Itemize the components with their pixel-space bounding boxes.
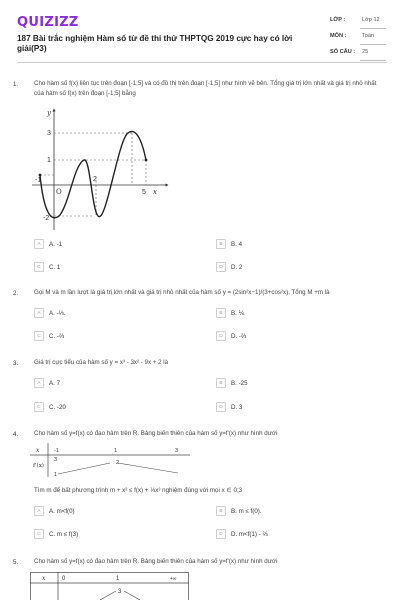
table-val-1: 3 [118,589,122,595]
question-1-option-a[interactable] [34,238,62,250]
option-letter-box: C [34,402,44,412]
question-1-text: Cho hàm số f(x) liên tục trên đoạn [-1;5] và có đồ thị trên đoạn [-1;5] như hình vẽ bên. Tổng giá trị lớn nhất và giá trị nhỏ nhất của hàm số f(x) trên đoạn [-1;5] bằng [34,80,377,97]
option-letter-box: D [216,402,226,412]
question-4-condition: Tìm m để bất phương trình m + x² ≤ f(x) + ⅓x³ nghiệm đúng với mọi x ∈ 0;3 [34,487,243,494]
option-text: D. 2 [231,263,243,271]
question-4-variation-table [30,443,200,479]
option-letter-box: A [34,308,44,318]
tick-neg2: -2 [43,215,50,222]
question-4-number: 4. [13,431,19,438]
question-2-option-a[interactable] [34,307,66,319]
question-4-option-d[interactable] [216,528,268,540]
count-value: 25 [362,49,369,55]
option-text: A. m<f(0) [49,507,75,515]
option-text: A. -1 [49,240,63,248]
table-val-1: 3 [54,457,58,463]
table-val-2: 2 [116,460,120,466]
question-3-option-d[interactable] [216,401,242,413]
count-row [330,46,386,62]
quizizz-logo: QUIZIZZ [17,15,79,30]
table-col-2: 1 [116,576,120,582]
question-2-option-c[interactable] [34,330,64,342]
option-text: A. 7 [49,379,61,387]
option-letter-box: B [216,506,226,516]
option-letter-box: A [34,239,44,249]
question-4-option-c[interactable] [34,528,78,540]
function-curve [40,131,146,217]
option-letter-box: D [216,262,226,272]
option-letter-box: D [216,331,226,341]
option-text: C. -⅔ [49,332,65,340]
option-text: D. m<f(1) - ⅔ [231,530,268,538]
table-col-1: 0 [62,576,66,582]
option-text: A. -⅓. [49,309,66,317]
tick-1: 1 [47,157,51,164]
tick-neg1: -1 [35,177,42,184]
option-text: C. -20 [49,403,66,411]
table-col-1: -1 [54,448,59,454]
subject-underline [360,44,386,45]
option-letter-box: C [34,529,44,539]
x-label: x [153,188,157,196]
question-4-option-a[interactable] [34,505,75,517]
header-divider [17,62,387,63]
subject-row [330,30,386,46]
question-2-text: Gọi M và m lần lượt là giá trị lớn nhất và giá trị nhỏ nhất của hàm số y = (2sin²x−1)/(3+cos²x). Tổng M +m là [34,289,330,296]
option-text: D. -⅔ [231,332,247,340]
count-underline [360,60,386,61]
y-label: y [47,109,51,117]
option-text: C. m ≤ f(3) [49,530,79,538]
question-1-option-b[interactable] [216,238,242,250]
question-3-number: 3. [13,360,19,367]
question-3-option-a[interactable] [34,377,60,389]
option-letter-box: C [34,331,44,341]
class-value: Lớp 12 [362,17,380,23]
class-label: LỚP : [330,17,346,23]
question-2-option-d[interactable] [216,330,246,342]
option-letter-box: B [216,239,226,249]
table-row-x: x [42,575,46,582]
question-2-option-b[interactable] [216,307,245,319]
question-4-option-b[interactable] [216,505,262,517]
table-col-3: 3 [175,448,179,454]
table-row-fprime: f'(x) [33,463,44,469]
subject-label: MÔN : [330,33,347,39]
option-letter-box: B [216,378,226,388]
table-val-3: 1 [54,472,58,478]
tick-2: 2 [93,176,97,183]
option-letter-box: D [216,529,226,539]
table-col-2: 1 [114,448,118,454]
option-letter-box: A [34,378,44,388]
question-5-variation-table [30,572,190,600]
class-row [330,14,386,30]
question-3-text: Giá trị cực tiểu của hàm số y = x³ - 3x² - 9x + 2 là [34,359,169,366]
option-letter-box: A [34,506,44,516]
question-1-option-d[interactable] [216,261,242,273]
question-3-option-b[interactable] [216,377,248,389]
tick-3: 3 [47,130,51,137]
class-underline [360,28,386,29]
table-row-x: x [36,447,40,454]
question-1-number: 1. [13,81,19,88]
question-1-option-c[interactable] [34,261,60,273]
question-5-number: 5. [13,559,19,566]
meta-info [330,14,386,62]
option-text: B. m ≤ f(0). [231,507,262,515]
table-col-3: +∞ [170,576,177,582]
question-4-text: Cho hàm số y=f(x) có đạo hàm trên R. Bảng biến thiên của hàm số y=f'(x) như hình dưới [34,430,278,437]
option-letter-box: B [216,308,226,318]
question-3-option-c[interactable] [34,401,66,413]
origin-label: O [56,188,62,196]
subject-value: Toán [362,33,375,39]
option-text: B. ⅙ [231,309,245,317]
question-2-number: 2. [13,290,19,297]
count-label: SỐ CÂU : [330,49,356,55]
option-text: C. 1 [49,263,61,271]
question-1-graph [32,105,172,233]
tick-5: 5 [142,189,146,196]
question-5-text: Cho hàm số y=f(x) có đạo hàm trên R. Bảng biến thiên của hàm số y=f'(x) như hình dưới [34,558,278,565]
option-text: B. -25 [231,379,248,387]
document-title: 187 Bài trắc nghiệm Hàm số từ đề thi thử THPTQG 2019 cực hay có lời giải(P3) [17,34,293,53]
option-text: D. 3 [231,403,243,411]
option-text: B. 4 [231,240,243,248]
option-letter-box: C [34,262,44,272]
